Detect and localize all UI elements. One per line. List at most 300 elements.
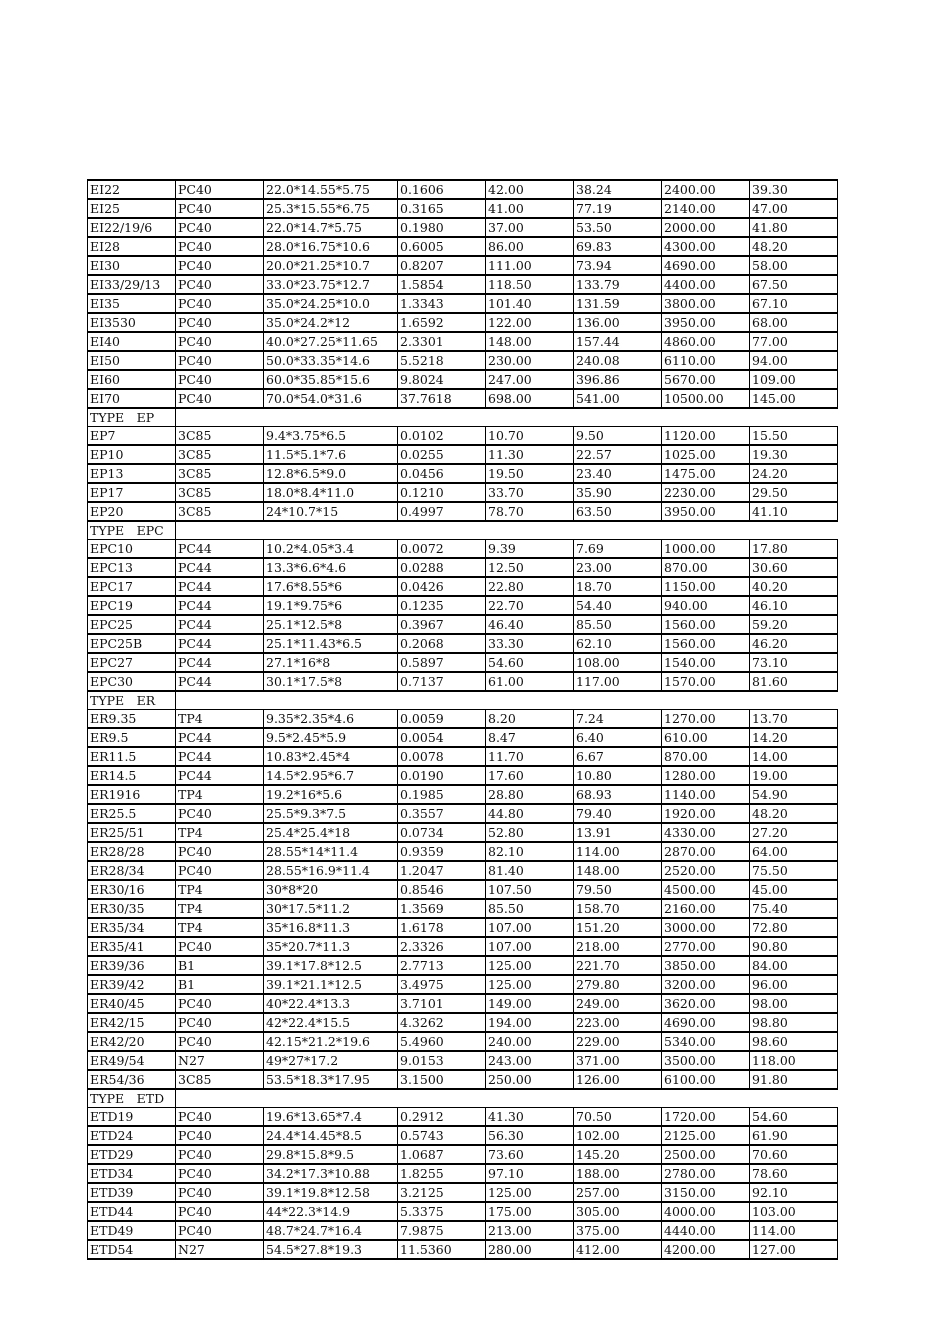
section-label: TYPE ETD xyxy=(88,1089,176,1108)
value-cell-1: 1.5854 xyxy=(398,275,486,294)
value-cell-1: 5.5218 xyxy=(398,351,486,370)
value-cell-5: 75.50 xyxy=(750,861,838,880)
table-row xyxy=(88,615,838,634)
material-cell: PC40 xyxy=(176,994,264,1013)
part-cell: EI33/29/13 xyxy=(88,275,176,294)
value-cell-3: 218.00 xyxy=(574,937,662,956)
material-cell: PC40 xyxy=(176,256,264,275)
value-cell-4: 1475.00 xyxy=(662,464,750,483)
value-cell-4: 2780.00 xyxy=(662,1164,750,1183)
table-row xyxy=(88,804,838,823)
value-cell-3: 68.93 xyxy=(574,785,662,804)
part-cell: ER49/54 xyxy=(88,1051,176,1070)
value-cell-5: 84.00 xyxy=(750,956,838,975)
value-cell-2: 22.70 xyxy=(486,596,574,615)
table-row xyxy=(88,558,838,577)
value-cell-5: 27.20 xyxy=(750,823,838,842)
value-cell-4: 1560.00 xyxy=(662,634,750,653)
part-cell: EPC10 xyxy=(88,540,176,559)
value-cell-1: 37.7618 xyxy=(398,389,486,408)
value-cell-2: 175.00 xyxy=(486,1202,574,1221)
part-cell: EI22 xyxy=(88,180,176,199)
part-cell: ER28/28 xyxy=(88,842,176,861)
dimensions-cell: 54.5*27.8*19.3 xyxy=(264,1240,398,1259)
table-row xyxy=(88,842,838,861)
value-cell-5: 47.00 xyxy=(750,199,838,218)
value-cell-2: 33.30 xyxy=(486,634,574,653)
table-row xyxy=(88,540,838,559)
value-cell-1: 9.8024 xyxy=(398,370,486,389)
dimensions-cell: 42.15*21.2*19.6 xyxy=(264,1032,398,1051)
value-cell-2: 37.00 xyxy=(486,218,574,237)
part-cell: EI28 xyxy=(88,237,176,256)
value-cell-3: 9.50 xyxy=(574,427,662,446)
value-cell-1: 1.6178 xyxy=(398,918,486,937)
part-cell: ETD44 xyxy=(88,1202,176,1221)
material-cell: PC44 xyxy=(176,558,264,577)
value-cell-2: 111.00 xyxy=(486,256,574,275)
value-cell-3: 53.50 xyxy=(574,218,662,237)
material-cell: PC40 xyxy=(176,275,264,294)
dimensions-cell: 42*22.4*15.5 xyxy=(264,1013,398,1032)
part-cell: ER54/36 xyxy=(88,1070,176,1089)
value-cell-3: 375.00 xyxy=(574,1221,662,1240)
value-cell-3: 54.40 xyxy=(574,596,662,615)
value-cell-5: 24.20 xyxy=(750,464,838,483)
table-row xyxy=(88,1070,838,1089)
dimensions-cell: 19.1*9.75*6 xyxy=(264,596,398,615)
value-cell-2: 194.00 xyxy=(486,1013,574,1032)
part-cell: ETD19 xyxy=(88,1108,176,1127)
value-cell-1: 3.7101 xyxy=(398,994,486,1013)
material-cell: PC40 xyxy=(176,1126,264,1145)
dimensions-cell: 10.2*4.05*3.4 xyxy=(264,540,398,559)
value-cell-5: 73.10 xyxy=(750,653,838,672)
table-row xyxy=(88,577,838,596)
table-row xyxy=(88,728,838,747)
part-cell: EPC17 xyxy=(88,577,176,596)
value-cell-2: 10.70 xyxy=(486,427,574,446)
table-row xyxy=(88,956,838,975)
value-cell-1: 7.9875 xyxy=(398,1221,486,1240)
part-cell: ER28/34 xyxy=(88,861,176,880)
value-cell-3: 131.59 xyxy=(574,294,662,313)
material-cell: B1 xyxy=(176,956,264,975)
material-cell: PC40 xyxy=(176,370,264,389)
table-row xyxy=(88,1051,838,1070)
value-cell-5: 77.00 xyxy=(750,332,838,351)
table-row xyxy=(88,275,838,294)
value-cell-3: 229.00 xyxy=(574,1032,662,1051)
table-row xyxy=(88,237,838,256)
value-cell-2: 250.00 xyxy=(486,1070,574,1089)
part-cell: ETD29 xyxy=(88,1145,176,1164)
table-row xyxy=(88,899,838,918)
value-cell-3: 23.40 xyxy=(574,464,662,483)
material-cell: PC40 xyxy=(176,1108,264,1127)
value-cell-1: 1.6592 xyxy=(398,313,486,332)
value-cell-5: 91.80 xyxy=(750,1070,838,1089)
value-cell-4: 4000.00 xyxy=(662,1202,750,1221)
value-cell-4: 5340.00 xyxy=(662,1032,750,1051)
dimensions-cell: 13.3*6.6*4.6 xyxy=(264,558,398,577)
table-row xyxy=(88,1032,838,1051)
value-cell-4: 1150.00 xyxy=(662,577,750,596)
value-cell-2: 61.00 xyxy=(486,672,574,691)
value-cell-5: 96.00 xyxy=(750,975,838,994)
value-cell-4: 2230.00 xyxy=(662,483,750,502)
dimensions-cell: 19.2*16*5.6 xyxy=(264,785,398,804)
value-cell-3: 23.00 xyxy=(574,558,662,577)
table-row xyxy=(88,294,838,313)
value-cell-1: 0.5743 xyxy=(398,1126,486,1145)
value-cell-2: 82.10 xyxy=(486,842,574,861)
value-cell-3: 69.83 xyxy=(574,237,662,256)
dimensions-cell: 50.0*33.35*14.6 xyxy=(264,351,398,370)
value-cell-1: 0.3557 xyxy=(398,804,486,823)
value-cell-1: 0.0102 xyxy=(398,427,486,446)
value-cell-1: 0.8546 xyxy=(398,880,486,899)
value-cell-5: 15.50 xyxy=(750,427,838,446)
value-cell-4: 2400.00 xyxy=(662,180,750,199)
value-cell-5: 45.00 xyxy=(750,880,838,899)
table-row xyxy=(88,937,838,956)
value-cell-2: 118.50 xyxy=(486,275,574,294)
value-cell-1: 0.4997 xyxy=(398,502,486,521)
value-cell-3: 85.50 xyxy=(574,615,662,634)
material-cell: PC44 xyxy=(176,634,264,653)
value-cell-3: 73.94 xyxy=(574,256,662,275)
value-cell-1: 0.6005 xyxy=(398,237,486,256)
value-cell-3: 108.00 xyxy=(574,653,662,672)
material-cell: PC40 xyxy=(176,1164,264,1183)
value-cell-1: 0.0078 xyxy=(398,747,486,766)
value-cell-1: 3.4975 xyxy=(398,975,486,994)
part-cell: ER25/51 xyxy=(88,823,176,842)
value-cell-2: 101.40 xyxy=(486,294,574,313)
table-row xyxy=(88,975,838,994)
value-cell-4: 4330.00 xyxy=(662,823,750,842)
value-cell-4: 6110.00 xyxy=(662,351,750,370)
value-cell-2: 8.20 xyxy=(486,710,574,729)
value-cell-5: 59.20 xyxy=(750,615,838,634)
value-cell-3: 7.69 xyxy=(574,540,662,559)
material-cell: N27 xyxy=(176,1240,264,1259)
part-cell: ER42/15 xyxy=(88,1013,176,1032)
value-cell-4: 1120.00 xyxy=(662,427,750,446)
value-cell-5: 68.00 xyxy=(750,313,838,332)
material-cell: 3C85 xyxy=(176,502,264,521)
value-cell-3: 7.24 xyxy=(574,710,662,729)
dimensions-cell: 34.2*17.3*10.88 xyxy=(264,1164,398,1183)
part-cell: EI40 xyxy=(88,332,176,351)
value-cell-4: 1000.00 xyxy=(662,540,750,559)
table-row xyxy=(88,313,838,332)
part-cell: EPC27 xyxy=(88,653,176,672)
value-cell-5: 75.40 xyxy=(750,899,838,918)
part-cell: ER9.35 xyxy=(88,710,176,729)
value-cell-3: 126.00 xyxy=(574,1070,662,1089)
value-cell-2: 28.80 xyxy=(486,785,574,804)
material-cell: PC40 xyxy=(176,180,264,199)
material-cell: PC44 xyxy=(176,577,264,596)
value-cell-1: 1.2047 xyxy=(398,861,486,880)
value-cell-1: 5.4960 xyxy=(398,1032,486,1051)
value-cell-2: 46.40 xyxy=(486,615,574,634)
part-cell: ER40/45 xyxy=(88,994,176,1013)
table-row xyxy=(88,1013,838,1032)
value-cell-5: 98.60 xyxy=(750,1032,838,1051)
value-cell-3: 257.00 xyxy=(574,1183,662,1202)
value-cell-4: 3800.00 xyxy=(662,294,750,313)
table-row xyxy=(88,180,838,199)
dimensions-cell: 28.55*14*11.4 xyxy=(264,842,398,861)
value-cell-2: 280.00 xyxy=(486,1240,574,1259)
dimensions-cell: 25.4*25.4*18 xyxy=(264,823,398,842)
table-row xyxy=(88,199,838,218)
dimensions-cell: 70.0*54.0*31.6 xyxy=(264,389,398,408)
section-label: TYPE EPC xyxy=(88,521,176,540)
value-cell-5: 19.30 xyxy=(750,445,838,464)
value-cell-2: 107.50 xyxy=(486,880,574,899)
table-row xyxy=(88,823,838,842)
value-cell-5: 19.00 xyxy=(750,766,838,785)
table-row xyxy=(88,918,838,937)
value-cell-2: 107.00 xyxy=(486,918,574,937)
part-cell: ETD24 xyxy=(88,1126,176,1145)
section-header-row xyxy=(88,408,838,427)
value-cell-2: 52.80 xyxy=(486,823,574,842)
value-cell-2: 33.70 xyxy=(486,483,574,502)
dimensions-cell: 11.5*5.1*7.6 xyxy=(264,445,398,464)
material-cell: PC40 xyxy=(176,1032,264,1051)
dimensions-cell: 39.1*21.1*12.5 xyxy=(264,975,398,994)
core-spec-table xyxy=(87,179,838,1260)
material-cell: TP4 xyxy=(176,785,264,804)
material-cell: PC40 xyxy=(176,842,264,861)
part-cell: EPC25 xyxy=(88,615,176,634)
material-cell: PC40 xyxy=(176,937,264,956)
value-cell-3: 412.00 xyxy=(574,1240,662,1259)
value-cell-4: 2500.00 xyxy=(662,1145,750,1164)
value-cell-5: 98.00 xyxy=(750,994,838,1013)
table-body xyxy=(88,180,838,1259)
dimensions-cell: 35*16.8*11.3 xyxy=(264,918,398,937)
value-cell-3: 158.70 xyxy=(574,899,662,918)
part-cell: EPC13 xyxy=(88,558,176,577)
table-row xyxy=(88,389,838,408)
dimensions-cell: 40*22.4*13.3 xyxy=(264,994,398,1013)
table-row xyxy=(88,1108,838,1127)
value-cell-4: 1720.00 xyxy=(662,1108,750,1127)
value-cell-4: 6100.00 xyxy=(662,1070,750,1089)
section-spacer xyxy=(176,1089,838,1108)
dimensions-cell: 17.6*8.55*6 xyxy=(264,577,398,596)
material-cell: PC40 xyxy=(176,861,264,880)
dimensions-cell: 40.0*27.25*11.65 xyxy=(264,332,398,351)
value-cell-1: 9.0153 xyxy=(398,1051,486,1070)
material-cell: PC44 xyxy=(176,540,264,559)
value-cell-3: 136.00 xyxy=(574,313,662,332)
table-row xyxy=(88,1126,838,1145)
value-cell-4: 1540.00 xyxy=(662,653,750,672)
section-header-row xyxy=(88,521,838,540)
value-cell-2: 11.30 xyxy=(486,445,574,464)
dimensions-cell: 35.0*24.25*10.0 xyxy=(264,294,398,313)
part-cell: EI35 xyxy=(88,294,176,313)
value-cell-2: 11.70 xyxy=(486,747,574,766)
value-cell-4: 4440.00 xyxy=(662,1221,750,1240)
part-cell: ER25.5 xyxy=(88,804,176,823)
table-row xyxy=(88,596,838,615)
material-cell: PC40 xyxy=(176,1221,264,1240)
value-cell-4: 2000.00 xyxy=(662,218,750,237)
value-cell-1: 1.3343 xyxy=(398,294,486,313)
material-cell: 3C85 xyxy=(176,464,264,483)
value-cell-4: 2520.00 xyxy=(662,861,750,880)
value-cell-4: 1280.00 xyxy=(662,766,750,785)
part-cell: ER11.5 xyxy=(88,747,176,766)
value-cell-1: 3.2125 xyxy=(398,1183,486,1202)
value-cell-2: 125.00 xyxy=(486,956,574,975)
value-cell-4: 3200.00 xyxy=(662,975,750,994)
part-cell: EP10 xyxy=(88,445,176,464)
table-row xyxy=(88,464,838,483)
value-cell-3: 157.44 xyxy=(574,332,662,351)
section-header-row xyxy=(88,1089,838,1108)
material-cell: PC40 xyxy=(176,332,264,351)
value-cell-1: 0.0190 xyxy=(398,766,486,785)
part-cell: ER35/34 xyxy=(88,918,176,937)
material-cell: B1 xyxy=(176,975,264,994)
value-cell-2: 17.60 xyxy=(486,766,574,785)
value-cell-3: 6.67 xyxy=(574,747,662,766)
value-cell-5: 54.60 xyxy=(750,1108,838,1127)
value-cell-1: 0.5897 xyxy=(398,653,486,672)
value-cell-5: 90.80 xyxy=(750,937,838,956)
value-cell-5: 30.60 xyxy=(750,558,838,577)
table-row xyxy=(88,1145,838,1164)
dimensions-cell: 20.0*21.25*10.7 xyxy=(264,256,398,275)
value-cell-5: 103.00 xyxy=(750,1202,838,1221)
value-cell-3: 188.00 xyxy=(574,1164,662,1183)
value-cell-4: 1140.00 xyxy=(662,785,750,804)
value-cell-4: 3950.00 xyxy=(662,502,750,521)
value-cell-1: 1.8255 xyxy=(398,1164,486,1183)
value-cell-3: 223.00 xyxy=(574,1013,662,1032)
material-cell: TP4 xyxy=(176,823,264,842)
dimensions-cell: 35*20.7*11.3 xyxy=(264,937,398,956)
dimensions-cell: 10.83*2.45*4 xyxy=(264,747,398,766)
dimensions-cell: 25.3*15.55*6.75 xyxy=(264,199,398,218)
table-row xyxy=(88,370,838,389)
value-cell-5: 81.60 xyxy=(750,672,838,691)
value-cell-5: 40.20 xyxy=(750,577,838,596)
dimensions-cell: 22.0*14.7*5.75 xyxy=(264,218,398,237)
part-cell: EI60 xyxy=(88,370,176,389)
dimensions-cell: 44*22.3*14.9 xyxy=(264,1202,398,1221)
material-cell: PC40 xyxy=(176,294,264,313)
value-cell-3: 102.00 xyxy=(574,1126,662,1145)
value-cell-4: 2125.00 xyxy=(662,1126,750,1145)
material-cell: PC44 xyxy=(176,747,264,766)
value-cell-4: 3850.00 xyxy=(662,956,750,975)
value-cell-2: 81.40 xyxy=(486,861,574,880)
value-cell-1: 0.0456 xyxy=(398,464,486,483)
dimensions-cell: 33.0*23.75*12.7 xyxy=(264,275,398,294)
value-cell-1: 3.1500 xyxy=(398,1070,486,1089)
section-label: TYPE ER xyxy=(88,691,176,710)
material-cell: PC40 xyxy=(176,389,264,408)
value-cell-2: 78.70 xyxy=(486,502,574,521)
table-row xyxy=(88,1164,838,1183)
value-cell-3: 148.00 xyxy=(574,861,662,880)
value-cell-5: 46.20 xyxy=(750,634,838,653)
table-row xyxy=(88,880,838,899)
value-cell-2: 247.00 xyxy=(486,370,574,389)
value-cell-5: 145.00 xyxy=(750,389,838,408)
part-cell: ER1916 xyxy=(88,785,176,804)
section-label: TYPE EP xyxy=(88,408,176,427)
material-cell: PC44 xyxy=(176,653,264,672)
material-cell: PC40 xyxy=(176,237,264,256)
table-row xyxy=(88,1221,838,1240)
value-cell-5: 39.30 xyxy=(750,180,838,199)
value-cell-4: 4400.00 xyxy=(662,275,750,294)
table-row xyxy=(88,994,838,1013)
value-cell-5: 127.00 xyxy=(750,1240,838,1259)
value-cell-1: 0.3967 xyxy=(398,615,486,634)
part-cell: EI70 xyxy=(88,389,176,408)
value-cell-5: 13.70 xyxy=(750,710,838,729)
value-cell-4: 610.00 xyxy=(662,728,750,747)
value-cell-3: 114.00 xyxy=(574,842,662,861)
value-cell-4: 1570.00 xyxy=(662,672,750,691)
dimensions-cell: 12.8*6.5*9.0 xyxy=(264,464,398,483)
value-cell-4: 3150.00 xyxy=(662,1183,750,1202)
part-cell: EI30 xyxy=(88,256,176,275)
value-cell-3: 22.57 xyxy=(574,445,662,464)
value-cell-4: 4300.00 xyxy=(662,237,750,256)
value-cell-4: 2770.00 xyxy=(662,937,750,956)
material-cell: PC44 xyxy=(176,728,264,747)
table-row xyxy=(88,710,838,729)
material-cell: PC44 xyxy=(176,672,264,691)
dimensions-cell: 30*8*20 xyxy=(264,880,398,899)
section-spacer xyxy=(176,408,838,427)
material-cell: N27 xyxy=(176,1051,264,1070)
material-cell: PC44 xyxy=(176,615,264,634)
value-cell-4: 5670.00 xyxy=(662,370,750,389)
dimensions-cell: 35.0*24.2*12 xyxy=(264,313,398,332)
table-row xyxy=(88,351,838,370)
part-cell: ER39/36 xyxy=(88,956,176,975)
value-cell-1: 0.1985 xyxy=(398,785,486,804)
part-cell: EPC30 xyxy=(88,672,176,691)
value-cell-1: 0.1980 xyxy=(398,218,486,237)
value-cell-4: 3620.00 xyxy=(662,994,750,1013)
material-cell: TP4 xyxy=(176,918,264,937)
value-cell-1: 0.0426 xyxy=(398,577,486,596)
value-cell-5: 61.90 xyxy=(750,1126,838,1145)
value-cell-5: 109.00 xyxy=(750,370,838,389)
value-cell-4: 1025.00 xyxy=(662,445,750,464)
value-cell-1: 0.0288 xyxy=(398,558,486,577)
material-cell: PC40 xyxy=(176,1202,264,1221)
value-cell-2: 44.80 xyxy=(486,804,574,823)
value-cell-1: 4.3262 xyxy=(398,1013,486,1032)
value-cell-5: 78.60 xyxy=(750,1164,838,1183)
